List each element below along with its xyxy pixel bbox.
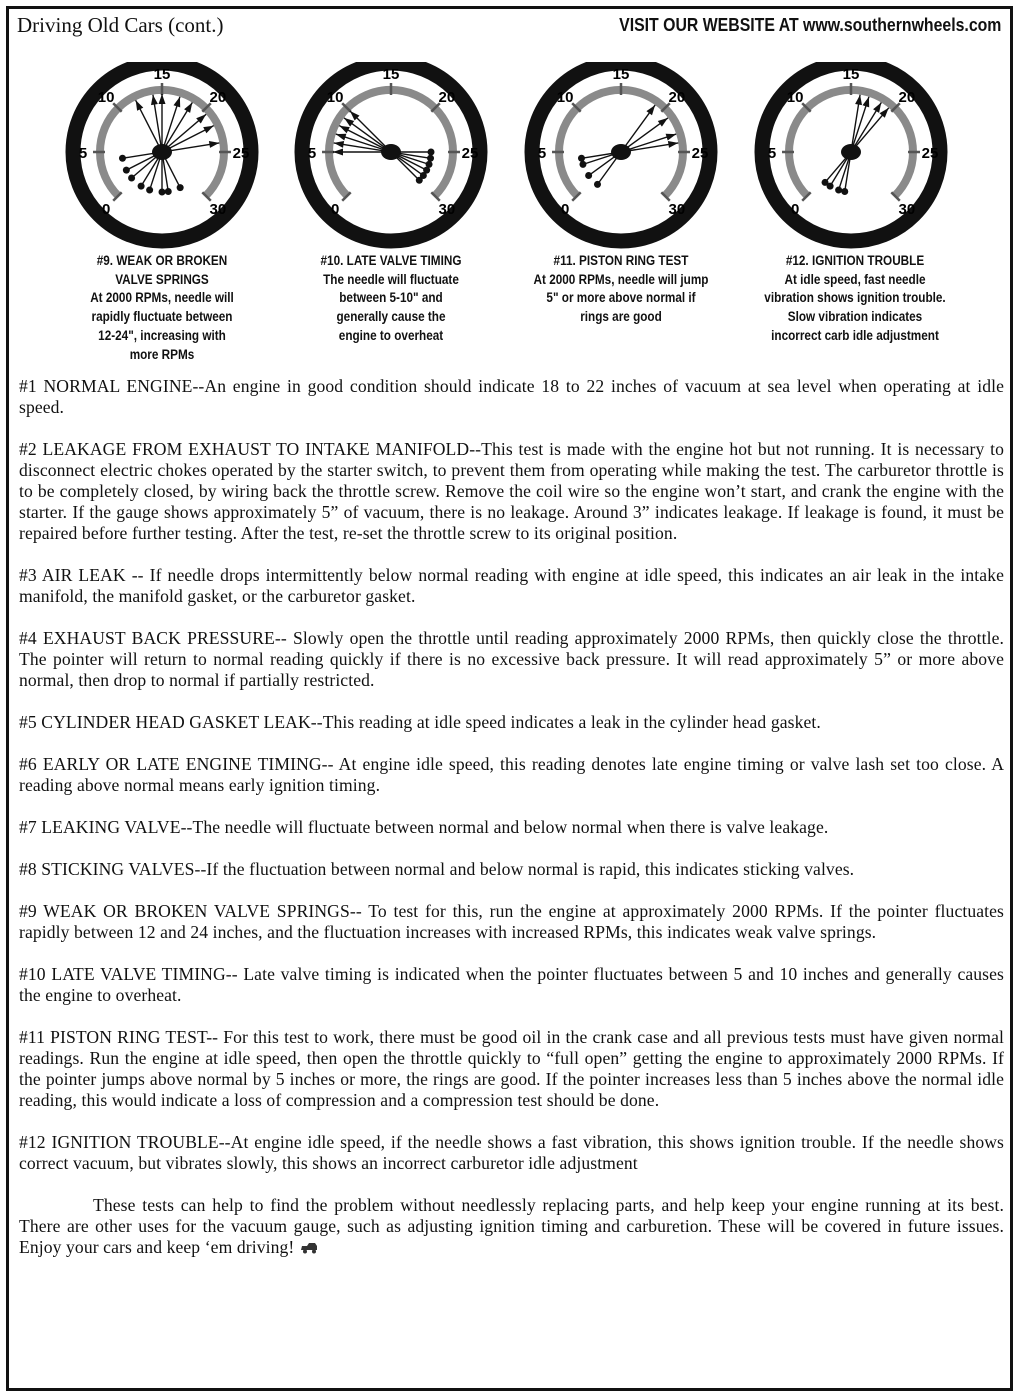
closing-paragraph bbox=[19, 1195, 1004, 1258]
caption-line: vibration shows ignition trouble. bbox=[764, 290, 946, 306]
gauge-hub bbox=[611, 144, 631, 160]
gauge-tick-label: 15 bbox=[842, 66, 860, 83]
gauge-caption-12 bbox=[755, 252, 955, 346]
section-head-gasket: #5 CYLINDER HEAD GASKET LEAK--This reading at idle speed indicates a leak in the cylinder head gasket. bbox=[19, 712, 821, 732]
gauge-tick-label: 10 bbox=[326, 89, 344, 107]
gauge-tick-label: 20 bbox=[209, 89, 227, 107]
gauge-tick-label: 30 bbox=[898, 200, 916, 218]
caption-line: Slow vibration indicates bbox=[787, 309, 923, 325]
needle-tail bbox=[835, 187, 842, 194]
gauge-hub bbox=[381, 144, 401, 160]
website-banner: VISIT OUR WEBSITE AT www.southernwheels.com bbox=[618, 15, 1001, 35]
needle-tail bbox=[594, 181, 601, 188]
caption-line: At idle speed, fast needle bbox=[784, 271, 926, 287]
vacuum-gauge-11 bbox=[516, 62, 726, 252]
caption-line: more RPMs bbox=[129, 346, 195, 362]
caption-line: The needle will fluctuate bbox=[323, 271, 459, 287]
gauge-hub bbox=[841, 144, 861, 160]
caption-line: 12-24", increasing with bbox=[98, 327, 226, 343]
caption-line: At 2000 RPMs, needle will jump bbox=[533, 271, 709, 287]
caption-line: between 5-10" and bbox=[339, 290, 443, 306]
caption-line: engine to overheat bbox=[338, 327, 444, 343]
needle-tail bbox=[416, 177, 423, 184]
caption-line: generally cause the bbox=[336, 309, 446, 325]
section-exhaust-leakage: #2 LEAKAGE FROM EXHAUST TO INTAKE MANIFOLD--This test is made with the engine hot but not running. It is necessary to disconnect electric chokes operated by the starter switch, to prevent them from operating while making the test. The carburetor throttle is to be completely closed, by wiring back the throttle screw. Remove the coil wire so the engine won’t start, and crank the engine with the starter. If the gauge shows approximately 5” of vacuum, there is no leakage. Around 3” indicates leakage. If leakage is found, it must be repaired before further testing. After the test, re-set the throttle screw to its original position. bbox=[19, 439, 1004, 543]
gauge-tick-label: 5 bbox=[767, 145, 777, 162]
gauge-tick-label: 0 bbox=[330, 200, 340, 218]
gauge-tick-label: 30 bbox=[209, 200, 227, 218]
page-title: Driving Old Cars (cont.) bbox=[17, 13, 224, 37]
gauge-tick-label: 15 bbox=[612, 66, 630, 83]
caption-line: #12. IGNITION TROUBLE bbox=[785, 253, 925, 268]
gauge-tick-label: 30 bbox=[668, 200, 686, 218]
gauge-tick-label: 10 bbox=[556, 89, 574, 107]
caption-line: rapidly fluctuate between bbox=[91, 309, 233, 325]
needle-tail bbox=[841, 188, 848, 195]
gauge-row bbox=[0, 62, 1019, 252]
gauge-tick-label: 30 bbox=[438, 200, 456, 218]
vacuum-gauge-10 bbox=[286, 62, 496, 252]
needle-tail bbox=[128, 174, 135, 181]
needle-tail bbox=[159, 189, 166, 196]
vacuum-gauge-9 bbox=[57, 62, 267, 252]
section-valve-springs: #9 WEAK OR BROKEN VALVE SPRINGS-- To test for this, run the engine at approximately 2000 RPMs. If the pointer fluctuates rapidly between 12 and 24 inches, and the fluctuation increases with increased RPMs, this indicates weak valve springs. bbox=[19, 901, 1004, 942]
section-air-leak: #3 AIR LEAK -- If needle drops intermittently below normal reading with engine at idle speed, this indicates an air leak in the intake manifold, the manifold gasket, or the carburetor gasket. bbox=[19, 565, 1004, 606]
gauge-tick-label: 25 bbox=[921, 145, 939, 162]
needle-tail bbox=[165, 188, 172, 195]
gauge-tick-label: 25 bbox=[461, 145, 479, 162]
gauge-tick-label: 5 bbox=[307, 145, 317, 162]
section-late-valve-timing: #10 LATE VALVE TIMING-- Late valve timing is indicated when the pointer fluctuates between 5 and 10 inches and generally causes the engine to overheat. bbox=[19, 964, 1004, 1005]
needle-tail bbox=[427, 155, 434, 162]
needle-tail bbox=[119, 155, 126, 162]
gauge-tick-label: 0 bbox=[560, 200, 570, 218]
section-sticking-valves: #8 STICKING VALVES--If the fluctuation between normal and below normal is rapid, this indicates sticking valves. bbox=[19, 859, 855, 879]
section-back-pressure: #4 EXHAUST BACK PRESSURE-- Slowly open the throttle until reading approximately 2000 RPMs, then quickly close the throttle. The pointer will return to normal reading quickly if there is no excessive back pressure. It will read approximately 5” or more above normal, then drop to normal if partially restricted. bbox=[19, 628, 1004, 690]
caption-line: #10. LATE VALVE TIMING bbox=[320, 253, 462, 268]
gauge-tick-label: 15 bbox=[382, 66, 400, 83]
gauge-tick-label: 0 bbox=[101, 200, 111, 218]
section-leaking-valve: #7 LEAKING VALVE--The needle will fluctuate between normal and below normal when there is valve leakage. bbox=[19, 817, 829, 837]
caption-line: #9. WEAK OR BROKEN bbox=[96, 253, 228, 268]
gauge-tick-label: 20 bbox=[668, 89, 686, 107]
gauge-tick-label: 10 bbox=[786, 89, 804, 107]
needle-tail bbox=[177, 184, 184, 191]
section-normal-engine: #1 NORMAL ENGINE--An engine in good condition should indicate 18 to 22 inches of vacuum at sea level when operating at idle speed. bbox=[19, 376, 1004, 417]
section-ignition-trouble: #12 IGNITION TROUBLE--At engine idle speed, if the needle shows a fast vibration, this shows ignition trouble. If the needle shows correct vacuum, but vibrates slowly, this shows an incorrect carburetor idle adjustment bbox=[19, 1132, 1004, 1173]
gauge-tick-label: 25 bbox=[232, 145, 250, 162]
gauge-caption-10 bbox=[291, 252, 491, 346]
gauge-tick-label: 10 bbox=[97, 89, 115, 107]
gauge-caption-9 bbox=[62, 252, 262, 364]
gauge-tick-label: 20 bbox=[438, 89, 456, 107]
gauge-tick-label: 25 bbox=[691, 145, 709, 162]
needle-tail bbox=[428, 149, 435, 156]
needle-tail bbox=[585, 172, 592, 179]
needle-tail bbox=[578, 155, 585, 162]
section-piston-ring: #11 PISTON RING TEST-- For this test to work, there must be good oil in the crank case and all previous tests must have given normal readings. Run the engine at idle speed, then open the throttle quickly to “full open” getting the engine to approximately 2000 RPMs. If the pointer jumps above normal by 5 inches or more, the rings are good. If the pointer increases less than 5 inches above the normal idle reading, this would indicate a loss of compression and a compression test should be done. bbox=[19, 1027, 1004, 1110]
caption-line: incorrect carb idle adjustment bbox=[771, 327, 939, 343]
gauge-tick-label: 15 bbox=[153, 66, 171, 83]
caption-line: 5" or more above normal if bbox=[546, 290, 696, 306]
needle-tail bbox=[138, 183, 145, 190]
section-engine-timing: #6 EARLY OR LATE ENGINE TIMING-- At engine idle speed, this reading denotes late engine timing or valve lash set too close. A reading above normal means early ignition timing. bbox=[19, 754, 1004, 795]
article-body bbox=[19, 376, 1004, 1258]
car-icon bbox=[300, 1242, 318, 1254]
gauge-tick-label: 5 bbox=[78, 145, 88, 162]
needle-tail bbox=[822, 179, 829, 186]
gauge-tick-label: 0 bbox=[790, 200, 800, 218]
needle-tail bbox=[146, 187, 153, 194]
needle-tail bbox=[123, 167, 130, 174]
closing-text: These tests can help to find the problem without needlessly replacing parts, and help keep your engine running at its best. There are other uses for the vacuum gauge, such as adjusting ignition timing and carburetion. These will be covered in future issues. Enjoy your cars and keep ‘em driving! bbox=[19, 1195, 1004, 1257]
caption-line: rings are good bbox=[580, 309, 662, 325]
vacuum-gauge-12 bbox=[746, 62, 956, 252]
caption-line: At 2000 RPMs, needle will bbox=[90, 290, 234, 306]
gauge-tick-label: 5 bbox=[537, 145, 547, 162]
caption-line: #11. PISTON RING TEST bbox=[553, 253, 689, 268]
caption-line: VALVE SPRINGS bbox=[115, 271, 209, 287]
gauge-caption-11 bbox=[521, 252, 721, 327]
gauge-tick-label: 20 bbox=[898, 89, 916, 107]
gauge-hub bbox=[152, 144, 172, 160]
needle-tail bbox=[579, 161, 586, 168]
